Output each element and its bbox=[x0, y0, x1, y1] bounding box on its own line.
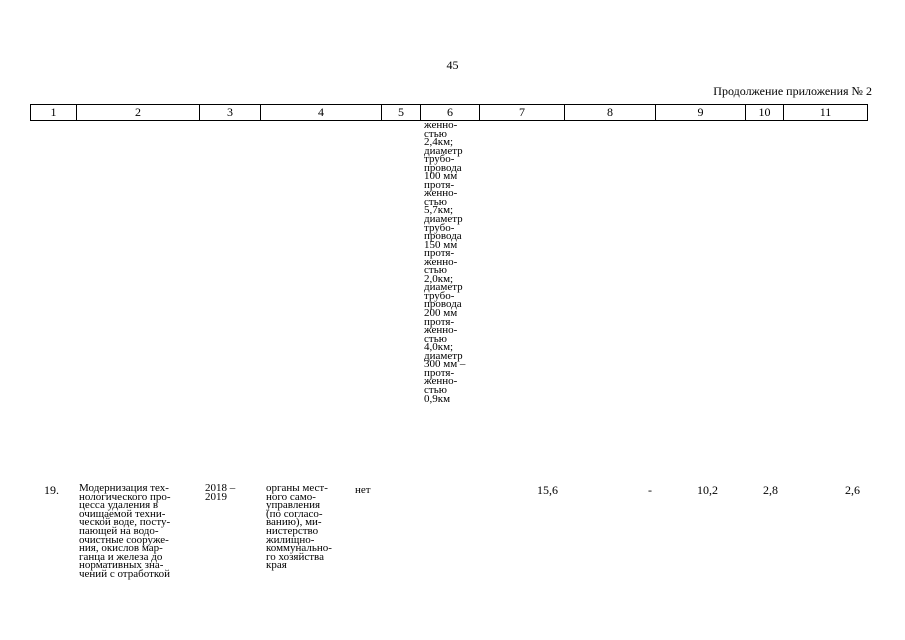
measure-name: Модернизация тех- нологического про- цесса удаления в очищаемой техни- ческой воде, посту- пающей на водо- очистные сооруже- ния, окислов мар- ганца и железа до нормативных зна- чений с отработкой bbox=[79, 482, 171, 580]
header-col-4: 4 bbox=[261, 105, 382, 120]
col5-value: нет bbox=[355, 484, 371, 496]
header-col-1: 1 bbox=[31, 105, 77, 120]
header-col-5: 5 bbox=[382, 105, 421, 120]
executor: органы мест- ного само- управления (по согласо- ванию), ми- нистерство жилищно- коммунально- го хозяйства края bbox=[266, 482, 332, 572]
header-col-3: 3 bbox=[200, 105, 261, 120]
header-col-6: 6 bbox=[421, 105, 480, 120]
header-col-2: 2 bbox=[77, 105, 200, 120]
header-col-8: 8 bbox=[565, 105, 656, 120]
header-col-11: 11 bbox=[819, 105, 832, 119]
header-col-9: 9 bbox=[656, 105, 746, 120]
col9-value: 10,2 bbox=[697, 483, 718, 497]
page-number: 45 bbox=[446, 58, 459, 72]
header-col-10: 10 bbox=[746, 105, 784, 120]
row-number: 19. bbox=[44, 483, 59, 497]
header-col-7: 7 bbox=[480, 105, 565, 120]
col8-value: - bbox=[648, 483, 652, 497]
col10-value: 2,8 bbox=[763, 483, 778, 497]
continuation-label: Продолжение приложения № 2 bbox=[713, 84, 872, 98]
col11-value: 2,6 bbox=[845, 483, 860, 497]
years: 2018 – 2019 bbox=[205, 482, 236, 503]
col6-continuation-text: женно- стью 2,4км; диаметр трубо- провода 100 мм протя- женно- стью 5,7км; диаметр трубо- провода 150 мм протя- женно- стью 2,0км; диаметр трубо- провода 200 мм протя- женно- стью 4,0км; диаметр 300 мм – протя- женно- стью 0,9км bbox=[424, 119, 466, 405]
col7-value: 15,6 bbox=[537, 483, 558, 497]
